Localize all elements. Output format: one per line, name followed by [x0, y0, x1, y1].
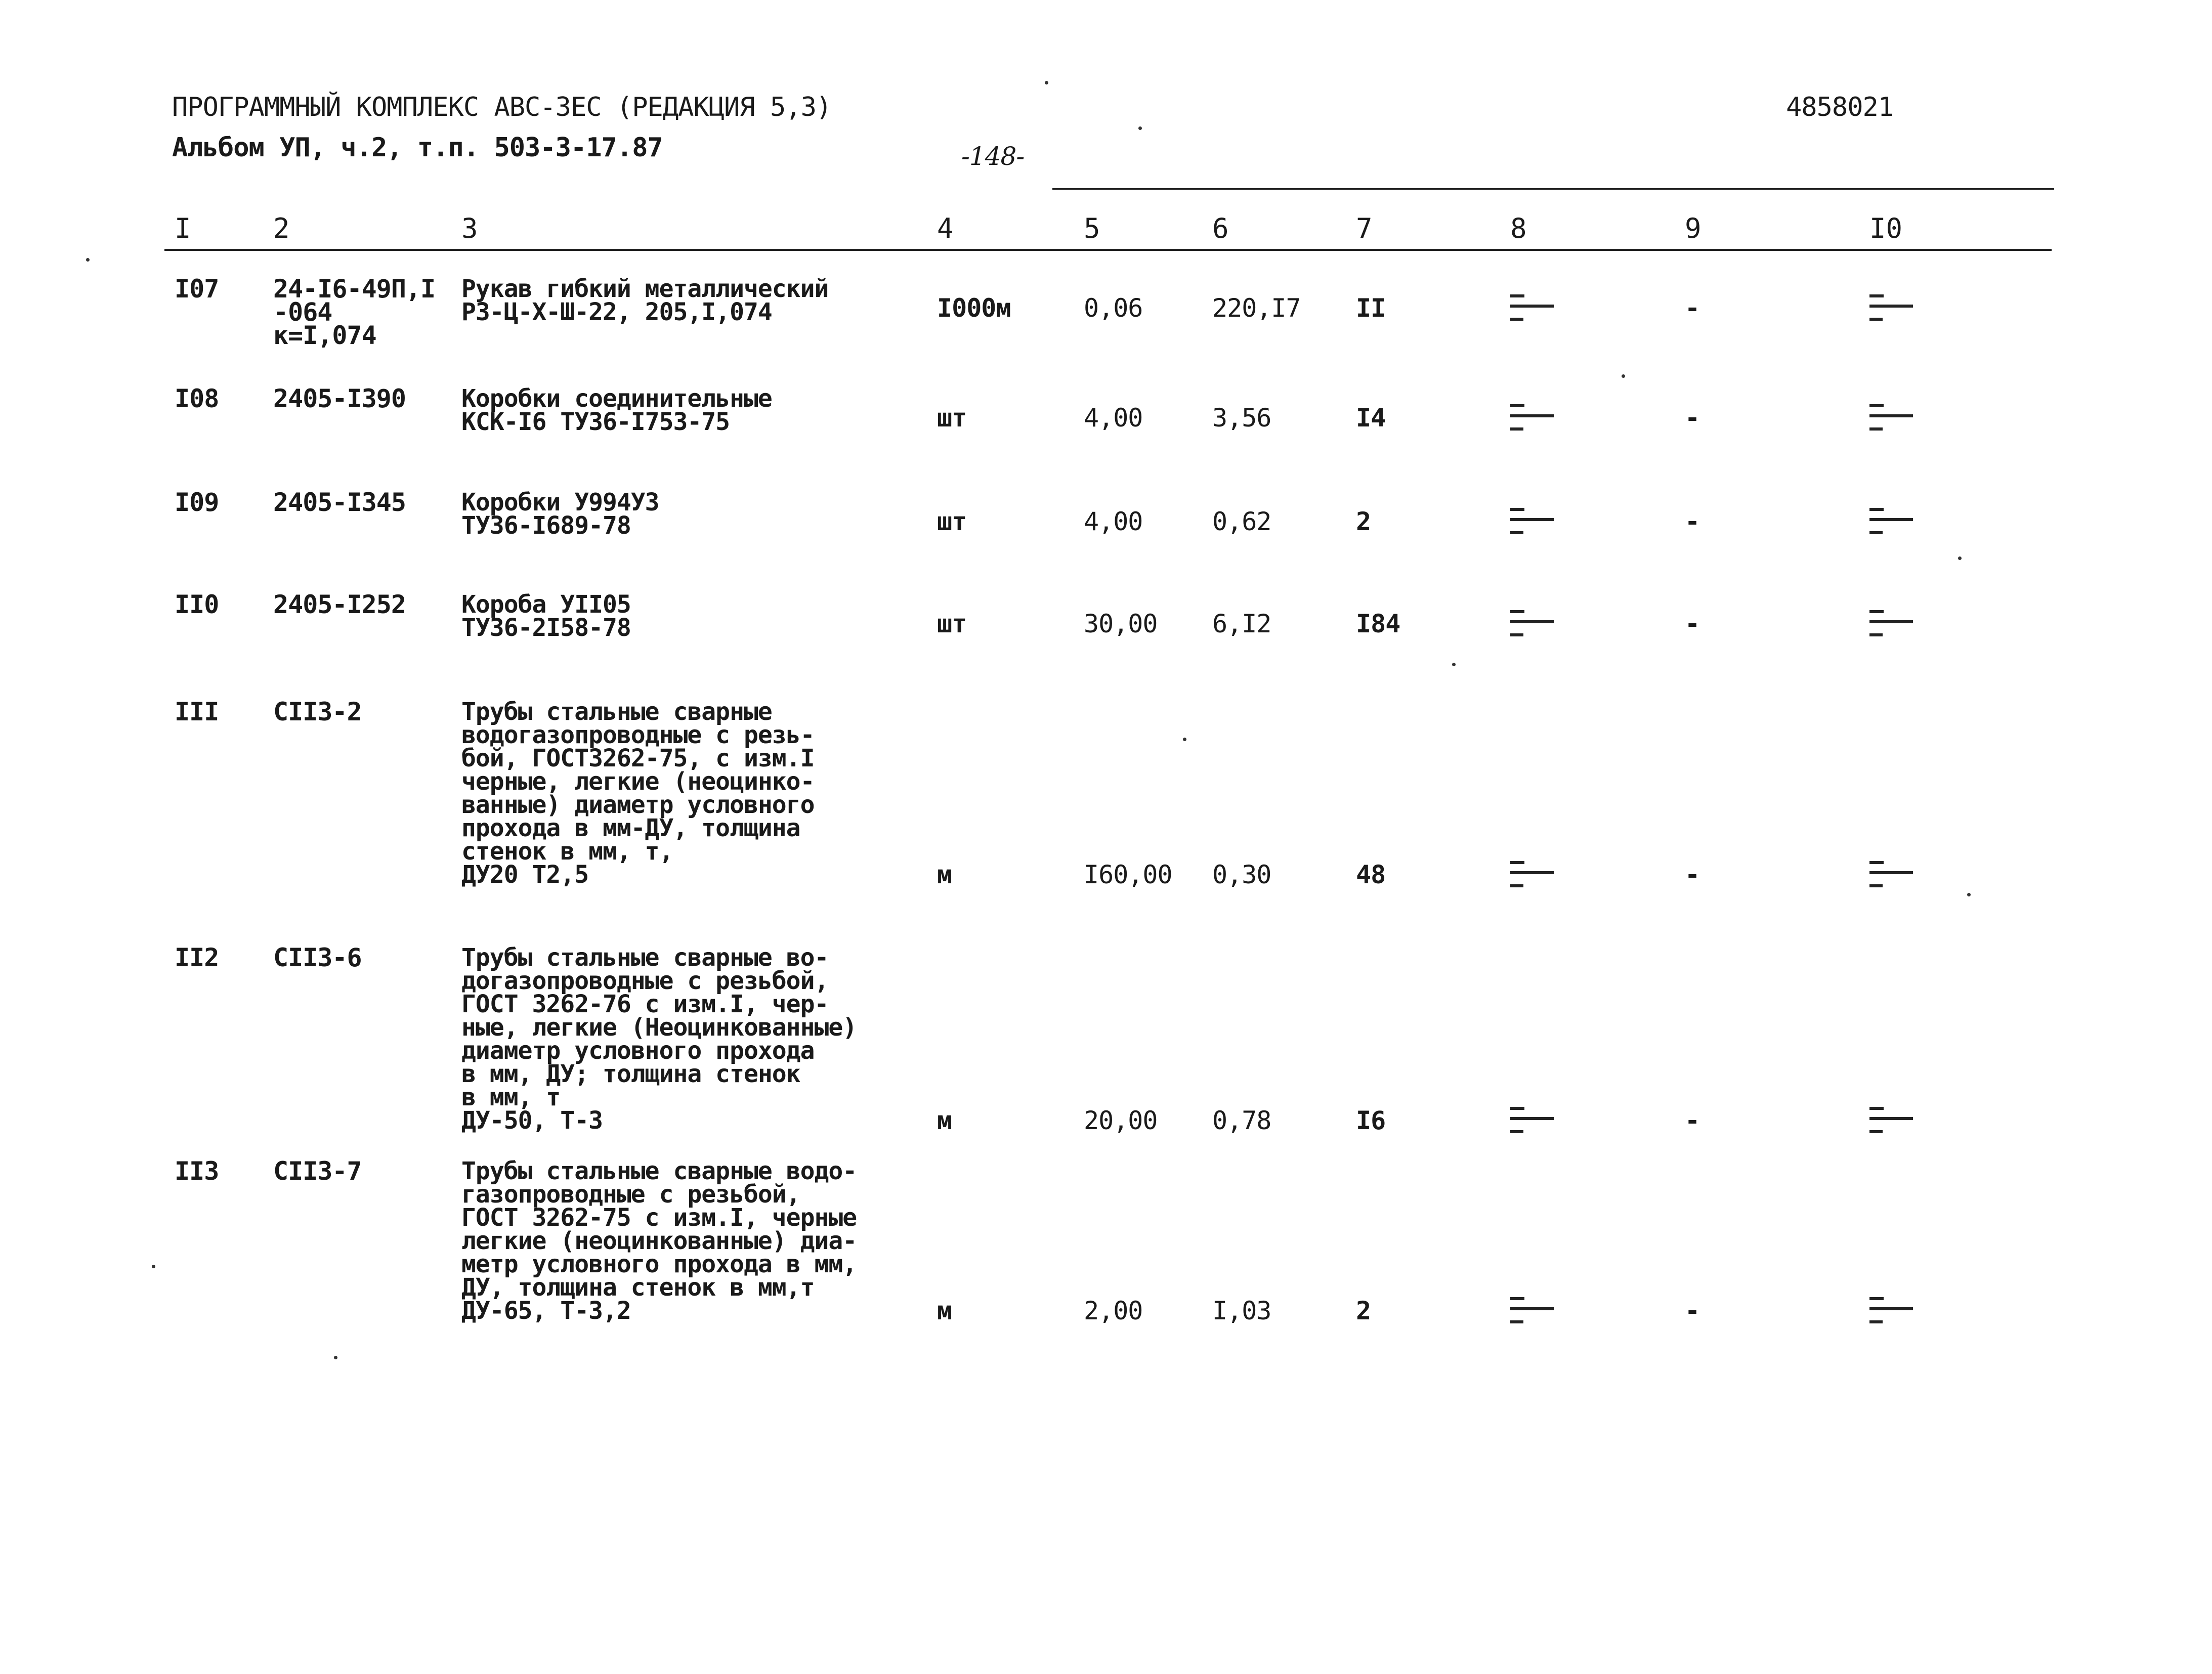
column-8-dash-mark: [1510, 1106, 1554, 1136]
column-7-value: I6: [1356, 1106, 1386, 1135]
scan-speck: [86, 258, 90, 262]
column-header-1: I: [175, 212, 191, 244]
column-7-value: I4: [1356, 403, 1386, 433]
row-number: I07: [175, 274, 219, 304]
scan-speck: [1967, 893, 1971, 896]
dash-stroke: [1869, 1297, 1884, 1300]
dash-stroke: [1869, 318, 1883, 321]
scan-speck: [1958, 556, 1962, 560]
dash-stroke: [1510, 518, 1554, 521]
row-number: II2: [175, 943, 219, 972]
item-description-line: ГОСТ 3262-76 с изм.I, чер-: [461, 990, 829, 1018]
item-description-line: Трубы стальные сварные во-: [461, 943, 829, 972]
dash-stroke: [1869, 633, 1883, 636]
dash-stroke: [1869, 1107, 1884, 1110]
item-description-line: догазопроводные с резьбой,: [461, 967, 829, 995]
item-description-line: черные, легкие (неоцинко-: [461, 767, 815, 796]
column-header-10: I0: [1869, 212, 1903, 244]
unit-price: 0,62: [1212, 507, 1271, 536]
item-description-line: легкие (неоцинкованные) диа-: [461, 1227, 857, 1255]
dash-stroke: [1869, 1130, 1883, 1133]
item-code: 24-I6-49П,I: [273, 274, 436, 304]
column-10-dash-mark: [1869, 1296, 1913, 1326]
item-description-line: ДУ-50, Т-3: [461, 1106, 603, 1135]
column-7-value: 2: [1356, 507, 1371, 536]
row-number: I08: [175, 384, 219, 413]
dash-stroke: [1510, 404, 1524, 407]
column-7-value: I84: [1356, 609, 1400, 638]
dash-stroke: [1510, 1130, 1523, 1133]
dash-stroke: [1510, 1117, 1554, 1120]
column-9-dash: -: [1685, 507, 1700, 536]
dash-stroke: [1869, 508, 1884, 511]
unit: I000м: [937, 293, 1011, 323]
row-number: II0: [175, 590, 219, 619]
item-description-line: РЗ-Ц-Х-Ш-22, 205,I,074: [461, 298, 772, 326]
scan-speck: [1138, 126, 1142, 130]
dash-stroke: [1510, 1307, 1554, 1310]
dash-stroke: [1510, 1297, 1524, 1300]
column-8-dash-mark: [1510, 1296, 1554, 1326]
column-8-dash-mark: [1510, 507, 1554, 537]
column-7-value: 2: [1356, 1296, 1371, 1325]
dash-stroke: [1510, 318, 1523, 321]
item-code: 2405-I345: [273, 488, 406, 517]
column-9-dash: -: [1685, 860, 1700, 889]
item-description-line: ные, легкие (Неоцинкованные): [461, 1013, 857, 1042]
unit-price: 6,I2: [1212, 609, 1271, 638]
item-description-line: ТУ36-2I58-78: [461, 614, 631, 642]
item-description-line: бой, ГОСТ3262-75, с изм.I: [461, 744, 815, 772]
dash-stroke: [1510, 1107, 1524, 1110]
page-number-handwritten: -148-: [961, 142, 1025, 171]
row-number: II3: [175, 1156, 219, 1186]
dash-stroke: [1869, 610, 1884, 613]
item-description-line: ванные) диаметр условного: [461, 791, 815, 819]
item-code: 2405-I390: [273, 384, 406, 413]
unit: м: [937, 1296, 952, 1325]
column-header-6: 6: [1212, 212, 1229, 244]
dash-stroke: [1510, 871, 1554, 874]
column-header-4: 4: [937, 212, 954, 244]
unit-price: I,03: [1212, 1296, 1271, 1325]
item-description-line: газопроводные с резьбой,: [461, 1180, 800, 1209]
unit-price: 0,78: [1212, 1106, 1271, 1135]
dash-stroke: [1869, 294, 1884, 297]
item-description-line: в мм, т: [461, 1083, 561, 1111]
dash-stroke: [1510, 531, 1523, 534]
item-description-line: стенок в мм, т,: [461, 837, 673, 866]
column-header-9: 9: [1685, 212, 1701, 244]
item-description-line: ДУ-65, Т-3,2: [461, 1297, 631, 1325]
item-code: СII3-7: [273, 1156, 362, 1186]
header-bottom-rule: [164, 249, 2052, 251]
column-header-8: 8: [1510, 212, 1527, 244]
dash-stroke: [1869, 531, 1883, 534]
scan-speck: [1452, 663, 1456, 666]
column-header-3: 3: [461, 212, 478, 244]
unit: м: [937, 1106, 952, 1135]
row-number: I09: [175, 488, 219, 517]
item-description-line: в мм, ДУ; толщина стенок: [461, 1060, 800, 1088]
dash-stroke: [1869, 620, 1913, 623]
quantity: 20,00: [1084, 1106, 1158, 1135]
column-10-dash-mark: [1869, 507, 1913, 537]
unit: шт: [937, 609, 967, 638]
column-8-dash-mark: [1510, 403, 1554, 434]
scan-speck: [334, 1356, 337, 1359]
item-description-line: Трубы стальные сварные: [461, 698, 772, 726]
table-top-rule: [1052, 188, 2054, 190]
unit-price: 3,56: [1212, 403, 1271, 433]
item-code: -064: [273, 297, 332, 327]
dash-stroke: [1510, 884, 1523, 887]
quantity: I60,00: [1084, 860, 1172, 889]
item-description-line: Коробки соединительные: [461, 384, 772, 413]
item-description-line: Трубы стальные сварные водо-: [461, 1157, 857, 1185]
column-9-dash: -: [1685, 293, 1700, 323]
quantity: 0,06: [1084, 293, 1143, 323]
dash-stroke: [1869, 884, 1883, 887]
column-8-dash-mark: [1510, 860, 1554, 890]
column-10-dash-mark: [1869, 1106, 1913, 1136]
column-header-5: 5: [1084, 212, 1100, 244]
quantity: 4,00: [1084, 507, 1143, 536]
dash-stroke: [1869, 427, 1883, 431]
column-9-dash: -: [1685, 1296, 1700, 1325]
column-7-value: 48: [1356, 860, 1386, 889]
unit: шт: [937, 507, 967, 536]
item-code: СII3-2: [273, 697, 362, 726]
column-8-dash-mark: [1510, 609, 1554, 639]
column-10-dash-mark: [1869, 403, 1913, 434]
dash-stroke: [1510, 620, 1554, 623]
column-9-dash: -: [1685, 1106, 1700, 1135]
dash-stroke: [1510, 305, 1554, 308]
item-code: СII3-6: [273, 943, 362, 972]
dash-stroke: [1510, 633, 1523, 636]
quantity: 30,00: [1084, 609, 1158, 638]
unit: м: [937, 860, 952, 889]
scan-speck: [1622, 374, 1625, 378]
column-9-dash: -: [1685, 403, 1700, 433]
item-description-line: метр условного прохода в мм,: [461, 1250, 857, 1278]
column-header-2: 2: [273, 212, 290, 244]
dash-stroke: [1510, 861, 1524, 864]
dash-stroke: [1869, 305, 1913, 308]
column-7-value: II: [1356, 293, 1386, 323]
column-8-dash-mark: [1510, 293, 1554, 324]
item-description-line: Коробки У994УЗ: [461, 488, 659, 517]
column-10-dash-mark: [1869, 860, 1913, 890]
item-description-line: ГОСТ 3262-75 с изм.I, черные: [461, 1204, 857, 1232]
row-number: III: [175, 697, 219, 726]
quantity: 2,00: [1084, 1296, 1143, 1325]
scan-speck: [152, 1265, 155, 1268]
document-number: 4858021: [1786, 92, 1894, 122]
item-description-line: водогазопроводные с резь-: [461, 721, 815, 749]
scan-speck: [1045, 81, 1048, 84]
dash-stroke: [1510, 610, 1524, 613]
dash-stroke: [1869, 1307, 1913, 1310]
item-description-line: диаметр условного прохода: [461, 1037, 815, 1065]
unit-price: 0,30: [1212, 860, 1271, 889]
column-9-dash: -: [1685, 609, 1700, 638]
item-description-line: Рукав гибкий металлический: [461, 275, 829, 303]
program-title: ПРОГРАММНЫЙ КОМПЛЕКС АВС-3ЕС (РЕДАКЦИЯ 5,3): [172, 92, 832, 122]
item-description-line: КСК-I6 ТУ36-I753-75: [461, 408, 730, 436]
item-description-line: ДУ, толщина стенок в мм,т: [461, 1273, 815, 1302]
dash-stroke: [1869, 1320, 1883, 1323]
unit-price: 220,I7: [1212, 293, 1301, 323]
dash-stroke: [1869, 871, 1913, 874]
dash-stroke: [1510, 1320, 1523, 1323]
dash-stroke: [1869, 518, 1913, 521]
item-description-line: Короба УII05: [461, 590, 631, 619]
dash-stroke: [1869, 861, 1884, 864]
column-header-7: 7: [1356, 212, 1373, 244]
item-code: к=I,074: [273, 321, 376, 350]
dash-stroke: [1869, 414, 1913, 417]
scan-speck: [1183, 738, 1186, 741]
item-description-line: ДУ20 Т2,5: [461, 861, 589, 889]
dash-stroke: [1510, 508, 1524, 511]
dash-stroke: [1869, 404, 1884, 407]
item-description-line: ТУ36-I689-78: [461, 511, 631, 540]
column-10-dash-mark: [1869, 293, 1913, 324]
column-10-dash-mark: [1869, 609, 1913, 639]
dash-stroke: [1869, 1117, 1913, 1120]
unit: шт: [937, 403, 967, 433]
item-description-line: прохода в мм-ДУ, толщина: [461, 814, 800, 842]
quantity: 4,00: [1084, 403, 1143, 433]
dash-stroke: [1510, 427, 1523, 431]
dash-stroke: [1510, 414, 1554, 417]
item-code: 2405-I252: [273, 590, 406, 619]
album-reference: Альбом УП, ч.2, т.п. 503-3-17.87: [172, 133, 663, 163]
dash-stroke: [1510, 294, 1524, 297]
